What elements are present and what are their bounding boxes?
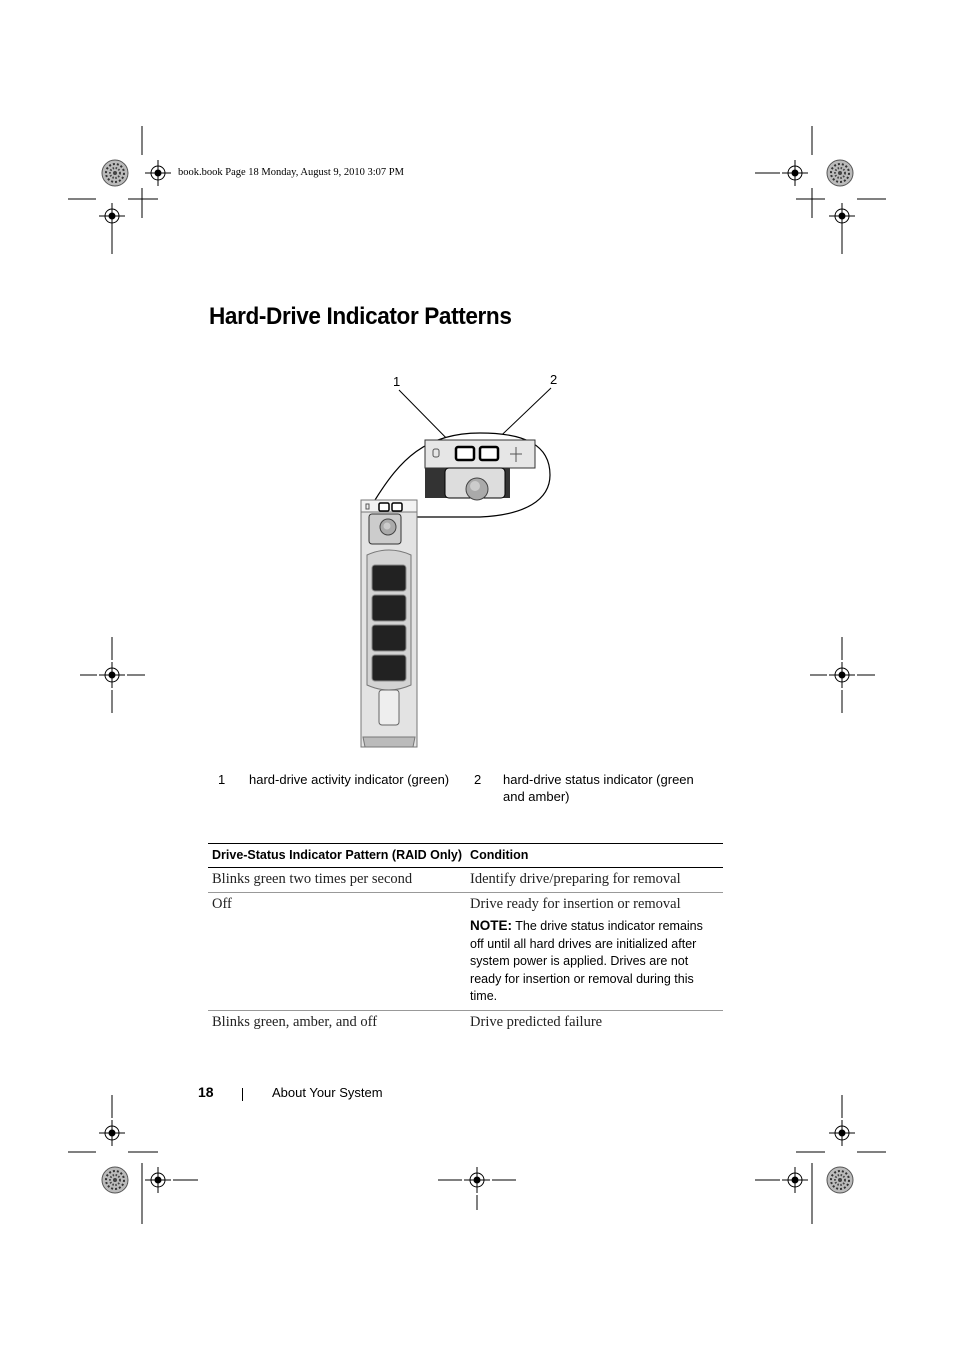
condition-cell: Identify drive/preparing for removal [466,868,723,893]
table-row [208,1010,723,1035]
hard-drive-carrier-illustration [355,365,565,750]
print-slug-line: book.book Page 18 Monday, August 9, 2010 3:07 PM [178,167,404,178]
pattern-cell: Off [208,893,466,1011]
hard-drive-figure [355,365,565,755]
condition-cell [466,893,723,1011]
page-title: Hard-Drive Indicator Patterns [209,303,512,330]
column-header-pattern: Drive-Status Indicator Pattern (RAID Only) [208,844,466,868]
legend-2-number: 2 [474,772,482,787]
table-header-row [208,844,723,868]
condition-text: Drive ready for insertion or removal [470,896,681,912]
footer-separator [242,1088,243,1101]
table-row [208,893,723,1011]
footer-section-title: About Your System [272,1085,383,1100]
pattern-cell: Blinks green two times per second [208,868,466,893]
table-row [208,868,723,893]
callout-1-label: 1 [393,374,401,389]
legend-1-text: hard-drive activity indicator (green) [249,772,450,787]
note-label: NOTE: [470,918,513,933]
legend-2-text: hard-drive status indicator (green and amber) [503,772,694,804]
note-text: The drive status indicator remains off until all hard drives are initialized after system power is applied. Drives are not ready for insertion or removal during this time. [470,919,703,1003]
condition-cell: Drive predicted failure [470,1013,603,1030]
callout-2-label: 2 [550,372,558,387]
drive-status-table [208,843,723,1035]
page-number: 18 [198,1084,214,1100]
note-block [470,917,715,1006]
legend-1-number: 1 [218,772,226,787]
column-header-condition: Condition [466,844,723,868]
pattern-cell: Blinks green, amber, and off [212,1013,378,1030]
